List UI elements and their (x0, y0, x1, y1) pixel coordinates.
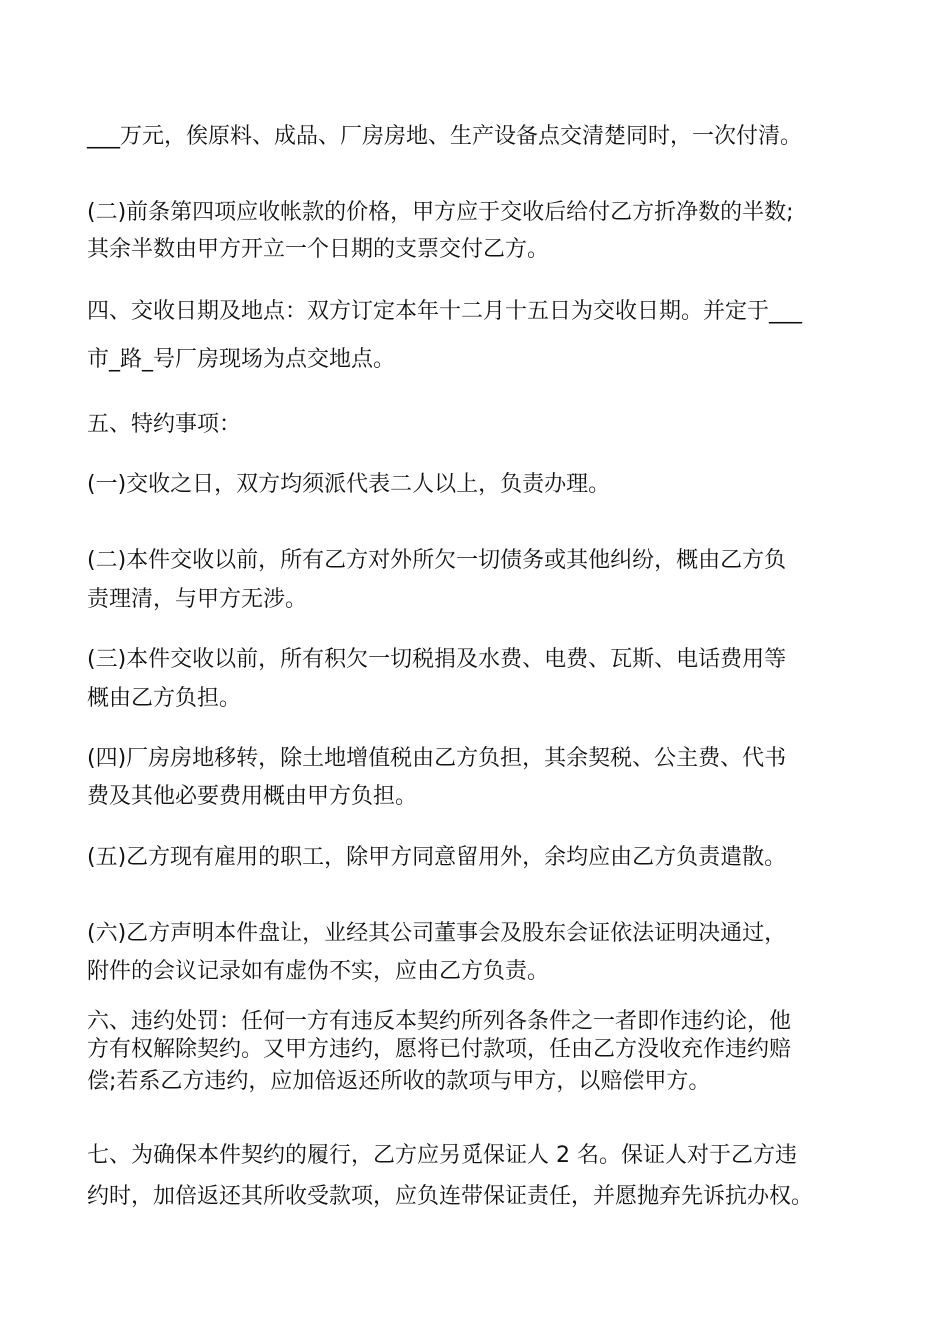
text-line: 概由乙方负担。 (87, 686, 242, 711)
text-line: (六)乙方声明本件盘让，业经其公司董事会及股东会证依法证明决通过， (87, 921, 787, 946)
text-line: 责理清，与甲方无涉。 (87, 587, 308, 612)
text-line: 约时，加倍返还其所收受款项，应负连带保证责任，并愿抛弃先诉抗办权。 (87, 1184, 814, 1209)
text-line: 市_路_号厂房现场为点交地点。 (87, 347, 396, 372)
text-line: (三)本件交收以前，所有积欠一切税捐及水费、电费、瓦斯、电话费用等 (87, 647, 787, 672)
text-line: 偿;若系乙方违约，应加倍返还所收的款项与甲方，以赔偿甲方。 (87, 1069, 711, 1094)
text-line: (二)本件交收以前，所有乙方对外所欠一切债务或其他纠纷，概由乙方负 (87, 548, 787, 573)
text-line: ___万元，俟原料、成品、厂房房地、生产设备点交清楚同时，一次付清。 (87, 124, 803, 149)
text-line: 附件的会议记录如有虚伪不实，应由乙方负责。 (87, 959, 550, 984)
text-line: 七、为确保本件契约的履行，乙方应另觅保证人 2 名。保证人对于乙方违 (87, 1143, 797, 1168)
text-line: 方有权解除契约。又甲方违约，愿将已付款项，任由乙方没收充作违约赔 (87, 1037, 792, 1062)
section-heading: 五、特约事项： (87, 412, 242, 437)
text-line: (五)乙方现有雇用的职工，除甲方同意留用外，余均应由乙方负责遣散。 (87, 845, 787, 870)
text-line: (四)厂房房地移转，除土地增值税由乙方负担，其余契税、公主费、代书 (87, 746, 787, 771)
text-line: 六、违约处罚：任何一方有违反本契约所列各条件之一者即作违约论，他 (87, 1009, 792, 1034)
text-line: (一)交收之日，双方均须派代表二人以上，负责办理。 (87, 472, 611, 497)
text-line: 四、交收日期及地点：双方订定本年十二月十五日为交收日期。并定于___ (87, 299, 803, 324)
text-line: 费及其他必要费用概由甲方负担。 (87, 784, 418, 809)
text-line: (二)前条第四项应收帐款的价格，甲方应于交收后给付乙方折净数的半数; (87, 200, 794, 225)
text-line: 其余半数由甲方开立一个日期的支票交付乙方。 (87, 237, 550, 262)
